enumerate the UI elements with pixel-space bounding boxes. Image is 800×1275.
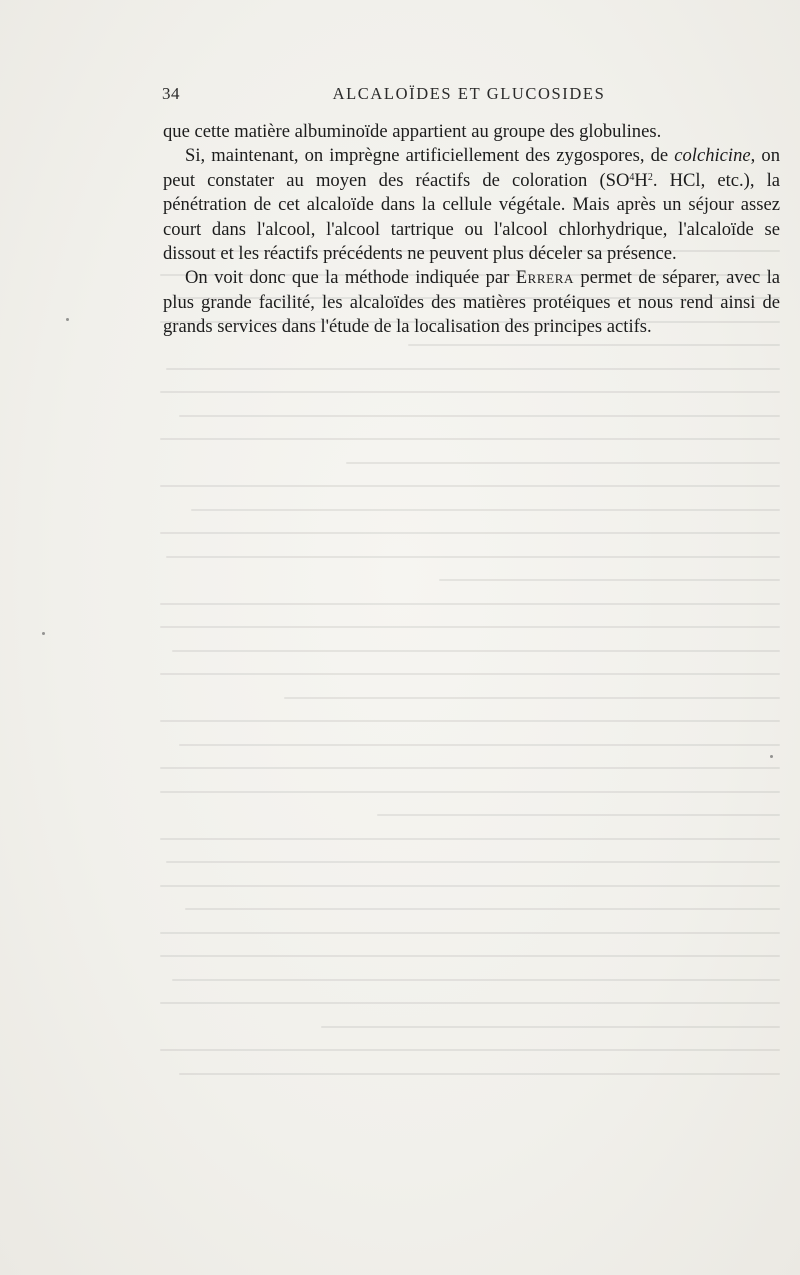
paragraph-3-text-b: permet de séparer, avec la plus grande facilité, les alcaloïdes des matières protéiques et nous rend ainsi de grands services dans l'étude de la localisation des principes actifs. [163, 267, 780, 338]
formula-superscript-2: 2 [647, 171, 653, 183]
author-errera: Errera [515, 267, 574, 289]
paragraph-2-text-b: , on peut constater au moyen des réactifs de coloration (SO [163, 145, 780, 191]
formula-superscript-4: 4 [629, 171, 635, 183]
paper-speck [66, 318, 69, 321]
paper-speck [42, 632, 45, 635]
paragraph-1-text: que cette matière albuminoïde appartient au groupe des globulines. [163, 121, 662, 142]
body-text [163, 120, 780, 340]
page-header [160, 84, 778, 108]
paragraph-3 [163, 266, 780, 339]
paragraph-2-text-a: Si, maintenant, on imprègne artificiellement des zygospores, de [185, 145, 675, 167]
paragraph-2-text-c: H [634, 169, 648, 191]
running-title: ALCALOÏDES ET GLUCOSIDES [332, 84, 606, 103]
paper-speck [770, 755, 773, 758]
paragraph-2-text-d: . HCl, etc.), la pénétration de cet alcaloïde dans la cellule végétale. Mais après un séjour assez court dans l'alcool, l'alcool tartrique ou l'alcool chlorhydrique, l'alcaloïde se dissout et les réactifs précédents ne peuvent plus déceler sa présence. [163, 169, 780, 265]
paragraph-2 [163, 144, 780, 266]
page-number: 34 [162, 84, 180, 103]
paragraph-1 [163, 120, 780, 144]
bleed-through-texture [160, 250, 780, 1130]
colchicine-italic: colchicine [674, 145, 751, 167]
paragraph-3-text-a: On voit donc que la méthode indiquée par [185, 267, 516, 289]
